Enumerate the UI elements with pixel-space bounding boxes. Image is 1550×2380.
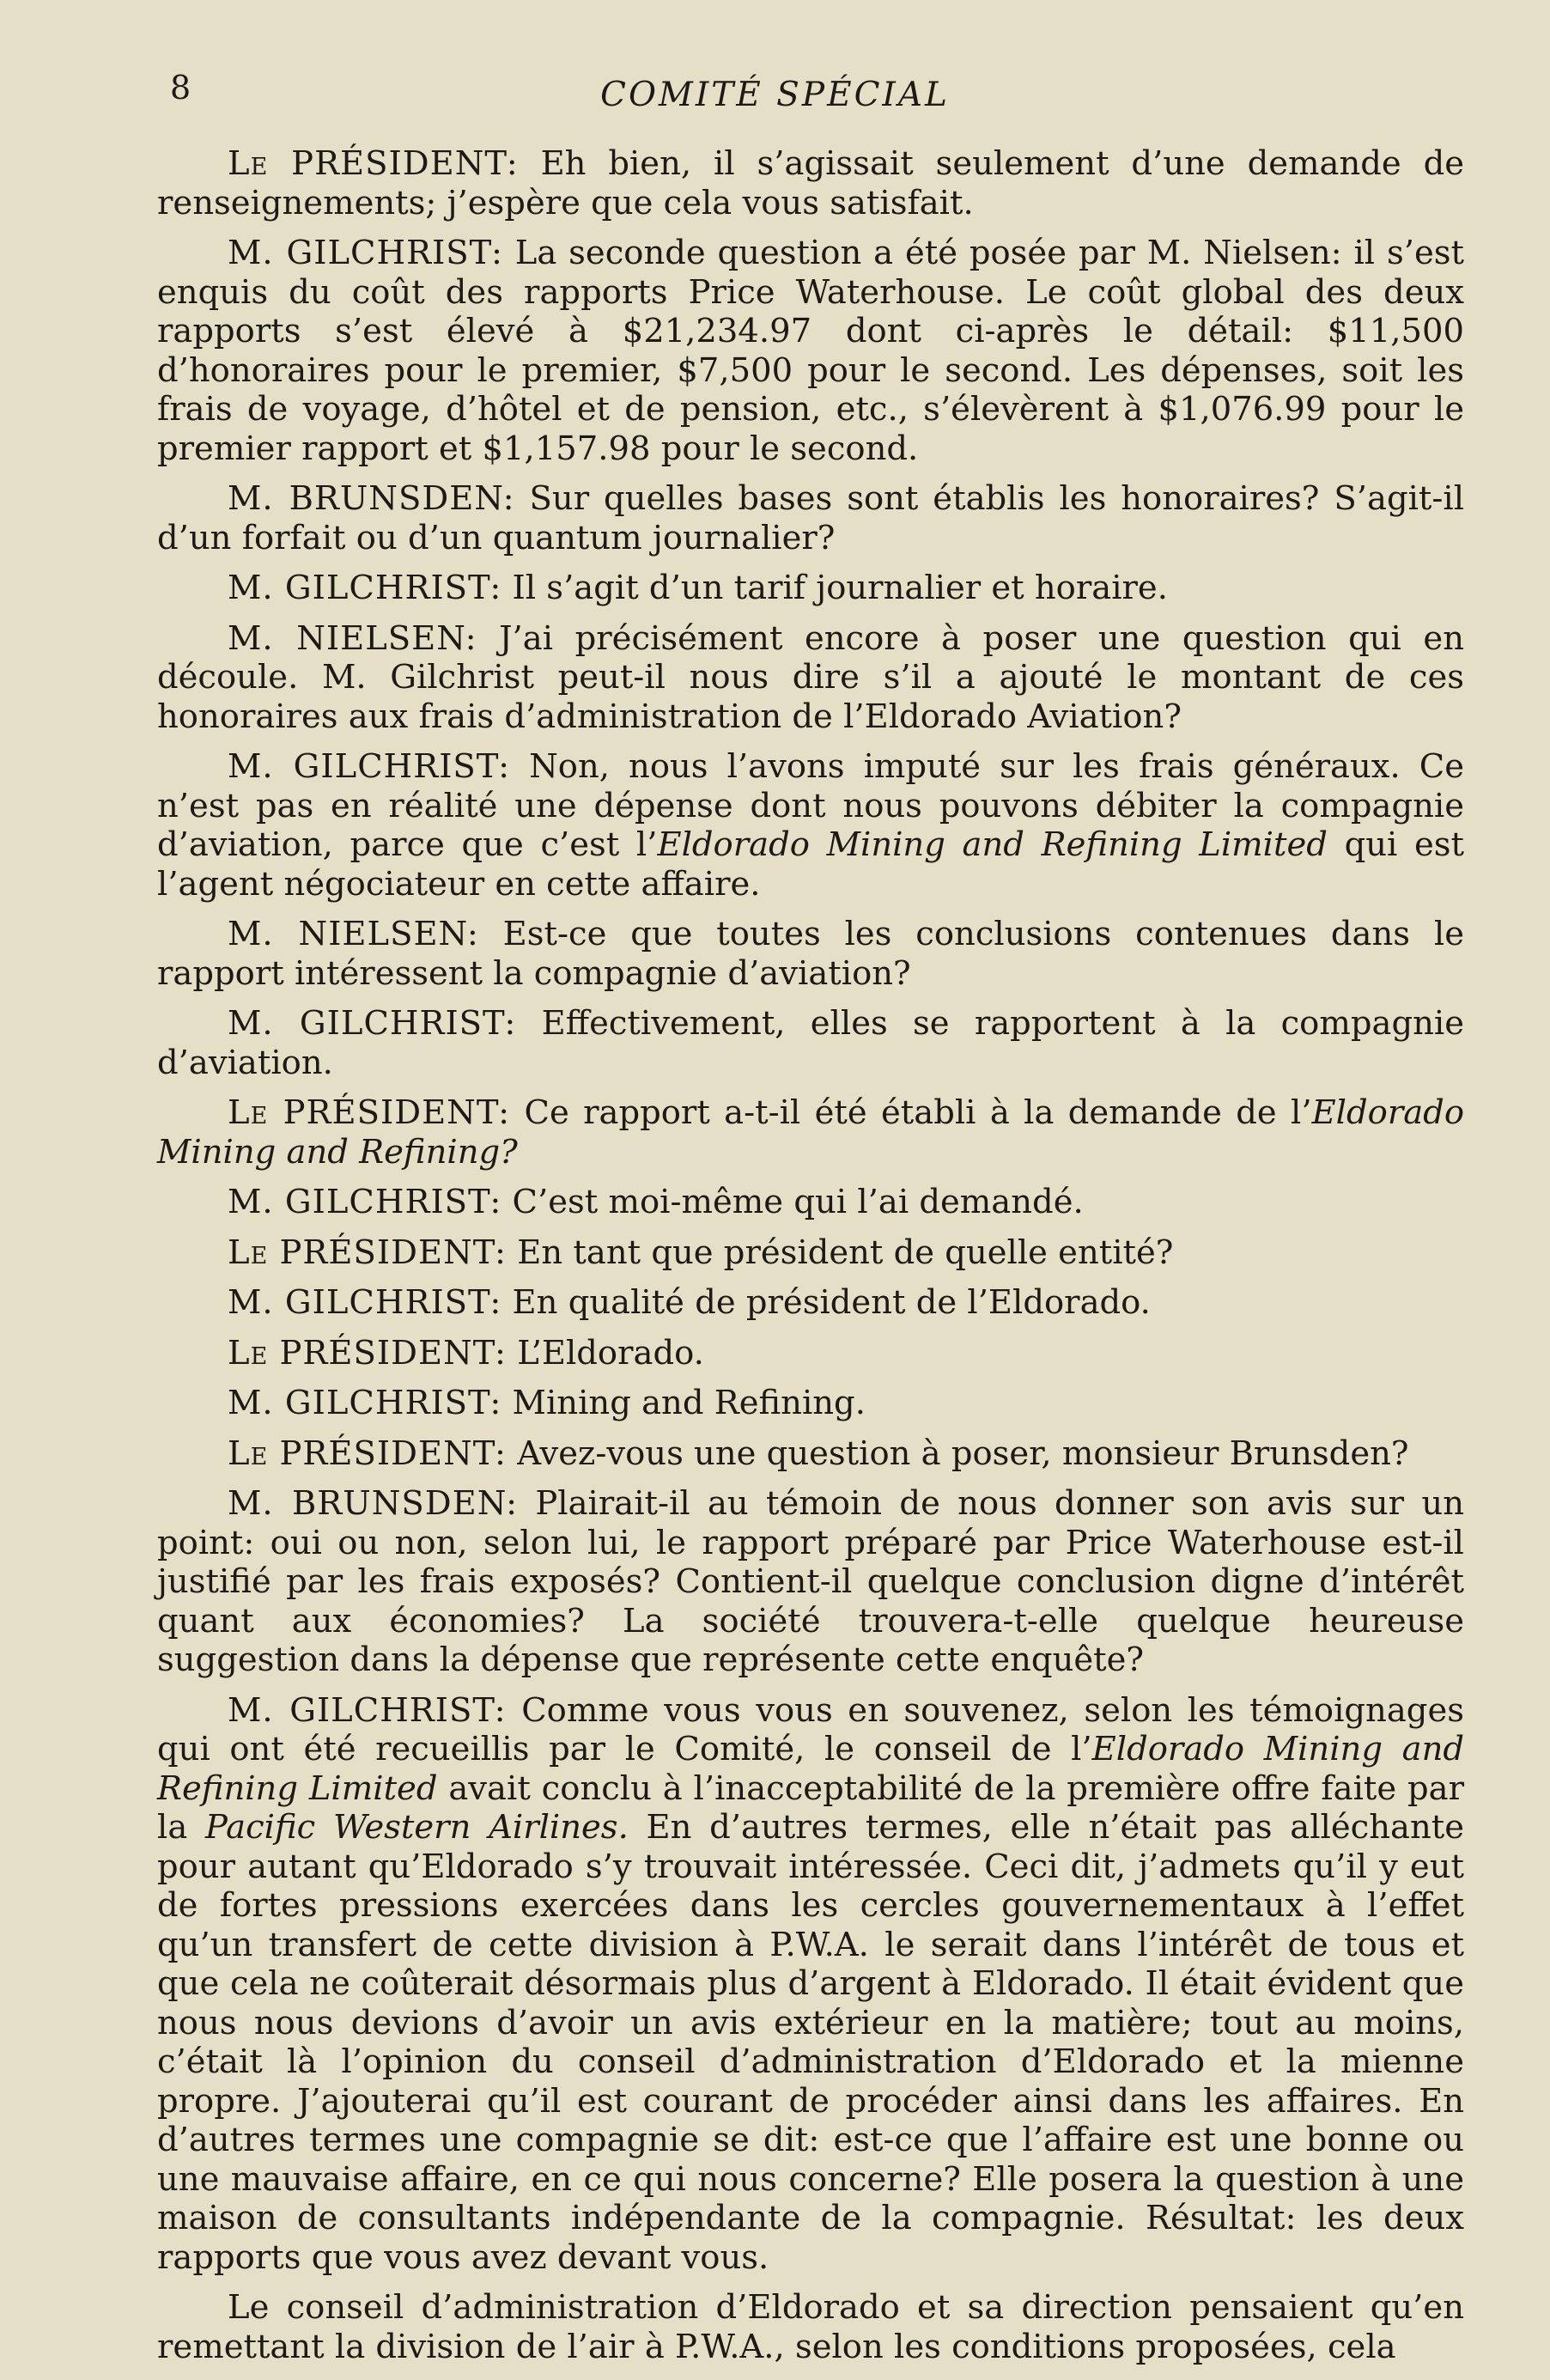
statement-text: La seconde question a été posée par M. Nielsen: il s’est enquis du coût des rapports Price Waterhouse. Le coût global des deux rapports s’est élevé à $21,234.97 dont ci-après le détail: $11,500 d’honoraires pour le premier, $7,500 pour le second. Les dépenses, soit les frais de voyage, d’hôtel et de pension, etc., s’élevèrent à $1,076.99 pour le premier rapport et $1,157.98 pour le second. <box>157 234 1464 468</box>
speaker-label: M. GILCHRIST: <box>228 747 511 786</box>
transcript-paragraph <box>157 569 1464 608</box>
transcript-paragraph <box>157 915 1464 993</box>
speaker-label: Le PRÉSIDENT: <box>228 1433 508 1473</box>
statement-text: qui est l’agent négociateur en cette affaire. <box>157 825 1465 904</box>
transcript-paragraph <box>157 1434 1464 1474</box>
statement-text: Le conseil d’administration d’Eldorado et sa direction pensaient qu’en remettant la division de l’air à P.W.A., selon les conditions proposées, cela <box>157 2288 1464 2366</box>
transcript-paragraph <box>157 1691 1464 2278</box>
running-title: COMITÉ SPÉCIAL <box>600 76 950 114</box>
statement-text: En d’autres termes, elle n’était pas alléchante pour autant qu’Eldorado s’y trouvait intéressée. Ceci dit, j’admets qu’il y eut de fortes pressions exercées dans les cercles gouvernementaux à l’effet qu’un transfert de cette division à P.W.A. le serait dans l’intérêt de tous et que cela ne coûterait désormais plus d’argent à Eldorado. Il était évident que nous nous devions d’avoir un avis extérieur en la matière; tout au moins, c’était là l’opinion du conseil d’administration d’Eldorado et la mienne propre. J’ajouterai qu’il est courant de procéder ainsi dans les affaires. En d’autres termes une compagnie se dit: est-ce que l’affaire est une bonne ou une mauvaise affaire, en ce qui nous concerne? Elle posera la question à une maison de consultants indépendante de la compagnie. Résultat: les deux rapports que vous avez devant vous. <box>157 1808 1464 2277</box>
transcript-paragraph <box>157 1183 1464 1222</box>
statement-text: L’Eldorado. <box>507 1333 704 1373</box>
transcript-paragraph <box>157 1384 1464 1423</box>
statement-text: Est-ce que toutes les conclusions contenues dans le rapport intéressent la compagnie d’aviation? <box>157 915 1464 993</box>
transcript-paragraph <box>157 1093 1464 1172</box>
speaker-label: M. NIELSEN: <box>228 618 477 658</box>
statement-text: avait conclu à l’inacceptabilité de la première offre faite par la <box>157 1768 1465 1847</box>
italic-text: Pacific Western Airlines. <box>204 1808 629 1847</box>
transcript-paragraph <box>157 747 1464 904</box>
speaker-label: Le PRÉSIDENT: <box>228 1093 511 1132</box>
statement-text: Non, nous l’avons imputé sur les frais généraux. Ce n’est pas en réalité une dépense dont nous pouvons débiter la compagnie d’aviation, parce que c’est l’ <box>157 747 1465 864</box>
speaker-label: M. GILCHRIST: <box>228 1283 502 1322</box>
statement-text: C’est moi-même qui l’ai demandé. <box>501 1183 1084 1221</box>
speaker-label: M. NIELSEN: <box>228 915 479 953</box>
statement-text: J’ai précisément encore à poser une question qui en découle. M. Gilchrist peut-il nous dire s’il a ajouté le montant de ces honoraires aux frais d’administration de l’Eldorado Aviation? <box>157 618 1465 736</box>
transcript-paragraph <box>157 479 1464 557</box>
transcript-body <box>157 144 1464 2377</box>
transcript-paragraph <box>157 2288 1464 2366</box>
transcript-paragraph <box>157 1484 1464 1680</box>
italic-text: Eldorado Mining and Refining? <box>157 1093 1465 1172</box>
speaker-label: M. BRUNSDEN: <box>228 1484 519 1523</box>
statement-text: Ce rapport a-t-il été établi à la demande de l’ <box>510 1093 1312 1132</box>
statement-text: Mining and Refining. <box>501 1384 866 1422</box>
speaker-label: M. GILCHRIST: <box>228 569 502 607</box>
speaker-label: Le PRÉSIDENT: <box>228 1233 508 1272</box>
speaker-label: Le PRÉSIDENT: <box>228 144 519 183</box>
speaker-label: M. GILCHRIST: <box>228 1384 502 1422</box>
statement-text: Eh bien, il s’agissait seulement d’une demande de renseignements; j’espère que cela vous satisfait. <box>157 144 1465 222</box>
statement-text: Avez-vous une question à poser, monsieur Brunsden? <box>507 1433 1409 1473</box>
speaker-label: M. GILCHRIST: <box>228 234 503 272</box>
statement-text: Plairait-il au témoin de nous donner son avis sur un point: oui ou non, selon lui, le rapport préparé par Price Waterhouse est-il justifié par les frais exposés? Contient-il quelque conclusion digne d’intérêt quant aux économies? La société trouvera-t-elle quelque heureuse suggestion dans la dépense que représente cette enquête? <box>157 1484 1465 1679</box>
transcript-paragraph <box>157 1334 1464 1373</box>
transcript-paragraph <box>157 1233 1464 1273</box>
transcript-paragraph <box>157 619 1464 737</box>
speaker-label: M. BRUNSDEN: <box>228 479 515 518</box>
speaker-label: Le PRÉSIDENT: <box>228 1333 508 1373</box>
transcript-paragraph <box>157 144 1464 222</box>
speaker-label: M. GILCHRIST: <box>228 1690 507 1730</box>
statement-text: En qualité de président de l’Eldorado. <box>501 1283 1151 1322</box>
speaker-label: M. GILCHRIST: <box>228 1183 502 1221</box>
page-number: 8 <box>170 69 191 107</box>
statement-text: En tant que président de quelle entité? <box>507 1233 1174 1272</box>
statement-text: Comme vous vous en souvenez, selon les témoignages qui ont été recueillis par le Comité, le conseil de l’ <box>157 1690 1464 1768</box>
speaker-label: M. GILCHRIST: <box>228 1004 517 1043</box>
italic-text: Eldorado Mining and Refining Limited <box>657 825 1328 864</box>
statement-text: Il s’agit d’un tarif journalier et horaire. <box>501 569 1168 607</box>
transcript-paragraph <box>157 1004 1464 1082</box>
transcript-paragraph <box>157 234 1464 468</box>
statement-text: Effectivement, elles se rapportent à la compagnie d’aviation. <box>157 1004 1464 1082</box>
italic-text: Eldorado Mining and Refining Limited <box>157 1730 1465 1808</box>
transcript-paragraph <box>157 1283 1464 1323</box>
statement-text: Sur quelles bases sont établis les honoraires? S’agit-il d’un forfait ou d’un quantum journalier? <box>157 479 1465 557</box>
